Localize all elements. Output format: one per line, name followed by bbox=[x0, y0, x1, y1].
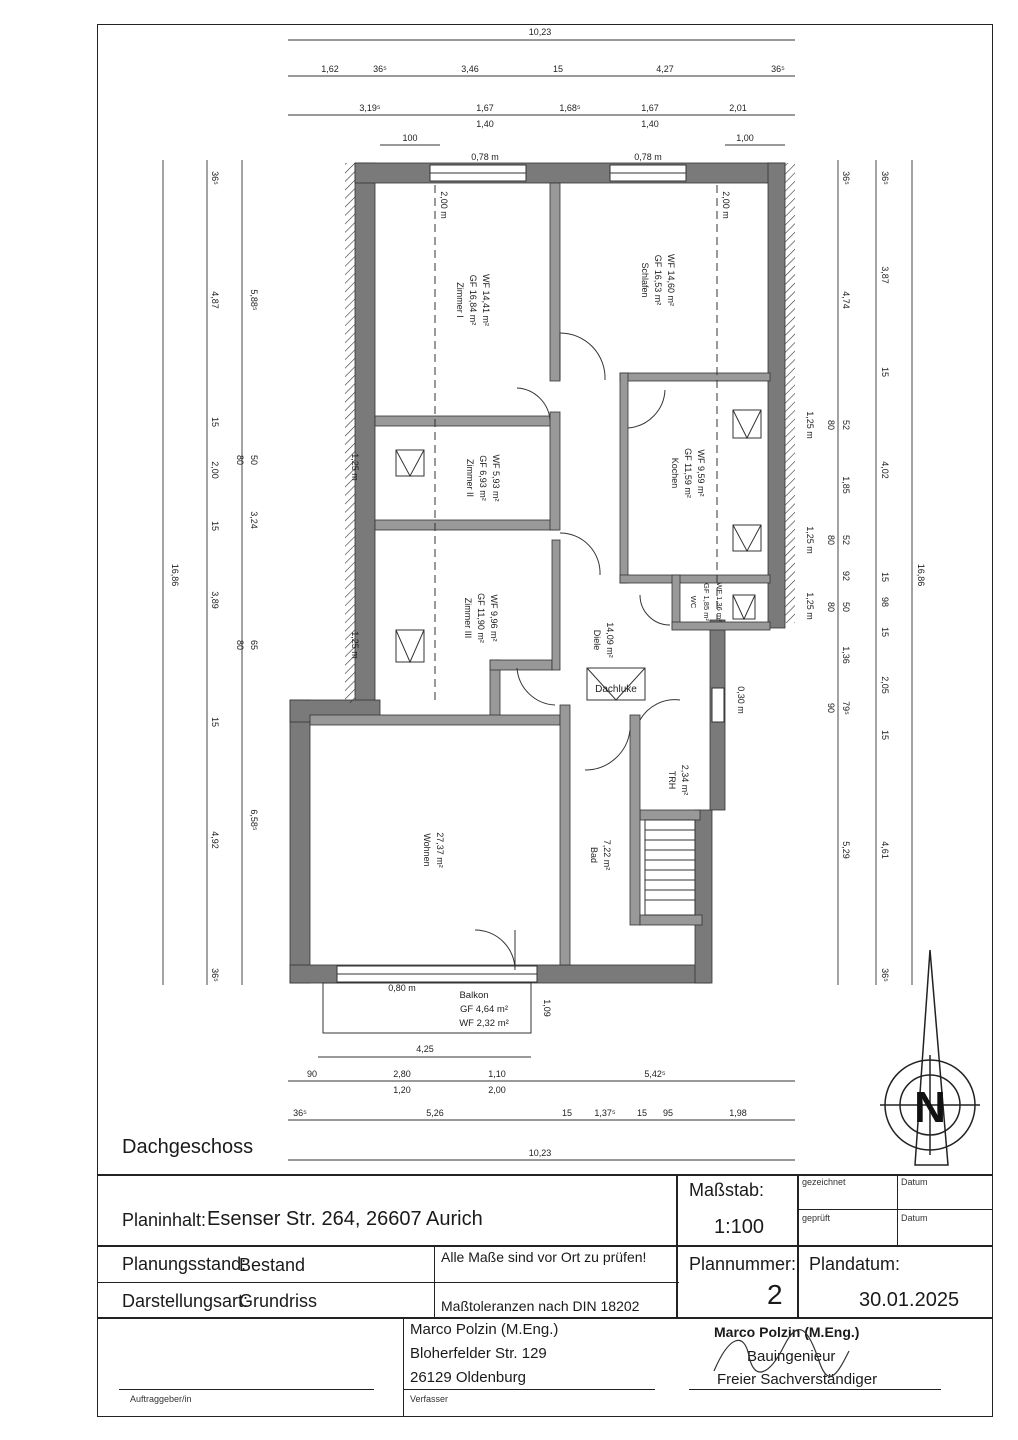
room-name: Zimmer II bbox=[465, 459, 475, 497]
dim-bottom-row2: 36⁵ bbox=[293, 1108, 307, 1118]
dim-right-inner: 5,29 bbox=[841, 841, 851, 859]
staircase bbox=[645, 820, 695, 915]
window-height-label: 0,30 m bbox=[736, 686, 746, 714]
room-name: WC bbox=[689, 595, 698, 609]
dim-top-row1: 15 bbox=[552, 64, 564, 74]
room-area: 27,37 m² bbox=[435, 832, 445, 868]
gezeichnet-label: gezeichnet bbox=[802, 1177, 846, 1187]
dim-left-outer: 36⁵ bbox=[210, 171, 220, 185]
dim-right-inner: 36⁵ bbox=[841, 171, 851, 185]
room-area: 2,34 m² bbox=[680, 764, 690, 796]
dim-left-outer: 3,89 bbox=[210, 591, 220, 609]
auftraggeber-label: Auftraggeber/in bbox=[130, 1394, 192, 1404]
dim-bottom-row1: 90 bbox=[306, 1069, 318, 1079]
dim-top-row3: 100 bbox=[402, 133, 418, 143]
verfasser-label: Verfasser bbox=[410, 1394, 449, 1404]
dim-left-outer: 15 bbox=[210, 416, 220, 428]
planungsstand-value: Bestand bbox=[239, 1255, 306, 1275]
dim-right-outer: 36⁵ bbox=[880, 171, 890, 185]
verfasser-street: Bloherfelder Str. 129 bbox=[410, 1345, 547, 1362]
massstab-value: 1:100 bbox=[714, 1216, 765, 1238]
knee-height-label: 2,00 m bbox=[439, 191, 449, 219]
dim-left-inner: 80 bbox=[235, 639, 245, 651]
dim-bottom-row1: 1,10 bbox=[488, 1069, 506, 1079]
verfasser-city: 26129 Oldenburg bbox=[410, 1369, 526, 1386]
dim-top-row2: 1,68⁵ bbox=[559, 103, 581, 113]
window-width-label: 0,78 m bbox=[634, 152, 662, 162]
dimension-lines bbox=[163, 40, 912, 1160]
dim-right-inner: 52 bbox=[841, 419, 851, 431]
dim-right-inner: 4,74 bbox=[841, 291, 851, 309]
room-name: Zimmer III bbox=[463, 597, 473, 639]
dim-bottom-row2: 95 bbox=[662, 1108, 674, 1118]
dim-left-inner: 65 bbox=[249, 639, 259, 651]
planungsstand-label: Planungsstand: bbox=[122, 1254, 247, 1274]
datum-label-2: Datum bbox=[901, 1213, 928, 1223]
dim-right-inner: 80 bbox=[826, 419, 836, 431]
room-gf: GF 11,59 m² bbox=[683, 448, 693, 498]
dim-bottom-row2: 15 bbox=[636, 1108, 648, 1118]
dim-total-right: 16,86 bbox=[916, 563, 926, 587]
dim-right-outer: 15 bbox=[880, 729, 890, 741]
dim-left-outer: 2,00 bbox=[210, 461, 220, 479]
title-block bbox=[97, 1174, 993, 1417]
dim-right-inner: 92 bbox=[841, 570, 851, 582]
dim-right-inner: 79⁵ bbox=[841, 701, 851, 715]
dim-top-row1: 3,46 bbox=[461, 64, 479, 74]
dim-top-row1: 4,27 bbox=[656, 64, 674, 74]
dim-top-row1: 36⁵ bbox=[373, 64, 387, 74]
dim-left-outer: 15 bbox=[210, 520, 220, 532]
room-gf: GF 16,84 m² bbox=[468, 274, 478, 326]
dim-bottom-row1-lower: 2,00 bbox=[488, 1085, 506, 1095]
doors bbox=[475, 333, 680, 970]
dim-bottom-row2: 15 bbox=[561, 1108, 573, 1118]
dim-top-row2: 3,19⁵ bbox=[359, 103, 381, 113]
dim-total-bottom: 10,23 bbox=[528, 1148, 552, 1158]
room-name: Bad bbox=[589, 846, 599, 864]
balkon-name: Balkon bbox=[459, 990, 489, 1001]
dim-right-outer: 4,61 bbox=[880, 841, 890, 859]
height-label-right: 1,25 m bbox=[805, 592, 815, 620]
dim-right-inner: 80 bbox=[826, 601, 836, 613]
plannummer-value: 2 bbox=[767, 1279, 783, 1310]
planinhalt-value: Esenser Str. 264, 26607 Aurich bbox=[207, 1208, 483, 1230]
stamp-title-2: Freier Sachverständiger bbox=[717, 1371, 878, 1388]
dim-right-outer: 2,05 bbox=[880, 676, 890, 694]
room-name: Zimmer I bbox=[455, 282, 465, 318]
floor-title: Dachgeschoss bbox=[122, 1136, 254, 1158]
walls bbox=[290, 163, 785, 983]
dim-right-outer: 15 bbox=[880, 571, 890, 583]
note-check: Alle Maße sind vor Ort zu prüfen! bbox=[441, 1249, 647, 1265]
dim-balkon-width: 4,25 bbox=[416, 1044, 434, 1054]
window-width-label: 0,78 m bbox=[471, 152, 499, 162]
room-wf: WF 9,59 m² bbox=[696, 449, 706, 497]
plandatum-label: Plandatum: bbox=[809, 1254, 901, 1274]
dim-left-outer: 36⁵ bbox=[210, 968, 220, 982]
windows bbox=[337, 165, 724, 982]
dim-left-inner: 6,58⁵ bbox=[249, 809, 259, 831]
room-wf: WF 14,60 m² bbox=[666, 253, 676, 307]
dim-left-inner: 3,24 bbox=[249, 511, 259, 529]
dim-right-inner: 1,36 bbox=[841, 646, 851, 664]
dim-right-inner: 52 bbox=[841, 534, 851, 546]
knee-height-label: 2,00 m bbox=[721, 191, 731, 219]
dim-bottom-row2: 1,98 bbox=[729, 1108, 747, 1118]
roof-hatch-right bbox=[785, 163, 795, 623]
dim-right-inner: 90 bbox=[826, 702, 836, 714]
stamp-title-1: Bauingenieur bbox=[747, 1348, 836, 1365]
dim-right-outer: 36⁵ bbox=[880, 968, 890, 982]
balkon-gf: GF 4,64 m² bbox=[459, 1004, 509, 1015]
room-wf: WF 9,96 m² bbox=[489, 594, 499, 642]
window-width-bottom: 0,80 m bbox=[388, 983, 416, 993]
dim-top-row2: 1,67 bbox=[641, 103, 659, 113]
datum-label-1: Datum bbox=[901, 1177, 928, 1187]
room-wf: WF 14,41 m² bbox=[481, 273, 491, 327]
dim-balkon-depth: 1,09 bbox=[542, 999, 552, 1017]
room-name: Diele bbox=[592, 629, 602, 651]
north-letter: N bbox=[914, 1083, 946, 1132]
massstab-label: Maßstab: bbox=[689, 1180, 765, 1200]
stamp-name: Marco Polzin (M.Eng.) bbox=[714, 1324, 860, 1340]
dim-bottom-row1-lower: 1,20 bbox=[393, 1085, 411, 1095]
dim-top-row2-lower: 1,40 bbox=[476, 119, 494, 129]
geprueft-label: geprüft bbox=[802, 1213, 831, 1223]
dim-top-row2: 2,01 bbox=[729, 103, 747, 113]
room-area: 14,09 m² bbox=[605, 622, 615, 658]
roof-hatch-left bbox=[345, 163, 355, 703]
room-gf: GF 1,85 m² bbox=[702, 583, 711, 621]
dim-bottom-row1: 5,42⁵ bbox=[644, 1069, 666, 1079]
plannummer-label: Plannummer: bbox=[689, 1254, 797, 1274]
dim-right-outer: 4,02 bbox=[880, 461, 890, 479]
planinhalt-label: Planinhalt: bbox=[122, 1210, 207, 1230]
room-gf: GF 16,53 m² bbox=[653, 254, 663, 306]
dim-left-outer: 4,87 bbox=[210, 291, 220, 309]
verfasser-name: Marco Polzin (M.Eng.) bbox=[410, 1321, 559, 1338]
dim-right-outer: 3,87 bbox=[880, 266, 890, 284]
room-area: 7,22 m² bbox=[602, 839, 612, 871]
dim-right-outer: 15 bbox=[880, 366, 890, 378]
darstellungsart-label: Darstellungsart: bbox=[122, 1291, 249, 1311]
dim-top-row3: 1,00 bbox=[736, 133, 754, 143]
dim-top-row1: 1,62 bbox=[321, 64, 339, 74]
dachluke-label: Dachluke bbox=[595, 684, 637, 695]
room-gf: GF 6,93 m² bbox=[478, 455, 488, 501]
room-wf: WF 1,36 m² bbox=[715, 582, 724, 622]
dim-left-inner: 5,88⁵ bbox=[249, 289, 259, 311]
height-label-left: 1,25 m bbox=[350, 631, 360, 659]
dim-left-inner: 50 bbox=[249, 454, 259, 466]
balkon-wf: WF 2,32 m² bbox=[459, 1018, 509, 1029]
room-gf: GF 11,90 m² bbox=[476, 593, 486, 643]
darstellungsart-value: Grundriss bbox=[239, 1291, 318, 1311]
dim-top-row2-lower: 1,40 bbox=[641, 119, 659, 129]
dim-bottom-row2: 5,26 bbox=[426, 1108, 444, 1118]
north-arrow bbox=[880, 950, 980, 1165]
room-name: Wohnen bbox=[422, 833, 432, 867]
dim-right-inner: 50 bbox=[841, 601, 851, 613]
dim-total-left: 16,86 bbox=[170, 563, 180, 587]
height-label-right: 1,25 m bbox=[805, 411, 815, 439]
room-wf: WF 5,93 m² bbox=[491, 454, 501, 502]
room-name: TRH bbox=[667, 770, 677, 790]
dim-bottom-row2: 1,37⁵ bbox=[594, 1108, 616, 1118]
note-tolerance: Maßtoleranzen nach DIN 18202 bbox=[441, 1298, 640, 1314]
dim-right-outer: 98 bbox=[880, 596, 890, 608]
dim-bottom-row1: 2,80 bbox=[393, 1069, 411, 1079]
signature bbox=[709, 1326, 859, 1381]
dim-right-inner: 1,85 bbox=[841, 476, 851, 494]
plandatum-value: 30.01.2025 bbox=[859, 1289, 960, 1311]
room-name: Schlafen bbox=[640, 262, 650, 298]
dim-left-inner: 80 bbox=[235, 454, 245, 466]
dim-left-outer: 15 bbox=[210, 716, 220, 728]
dim-top-row1: 36⁵ bbox=[771, 64, 785, 74]
dim-right-outer: 15 bbox=[880, 626, 890, 638]
dim-left-outer: 4,92 bbox=[210, 831, 220, 849]
dim-right-inner: 80 bbox=[826, 534, 836, 546]
height-label-right: 1,25 m bbox=[805, 526, 815, 554]
dim-total-top: 10,23 bbox=[528, 27, 552, 37]
height-label-left: 1,25 m bbox=[350, 453, 360, 481]
room-name: Kochen bbox=[670, 457, 680, 489]
dim-top-row2: 1,67 bbox=[476, 103, 494, 113]
